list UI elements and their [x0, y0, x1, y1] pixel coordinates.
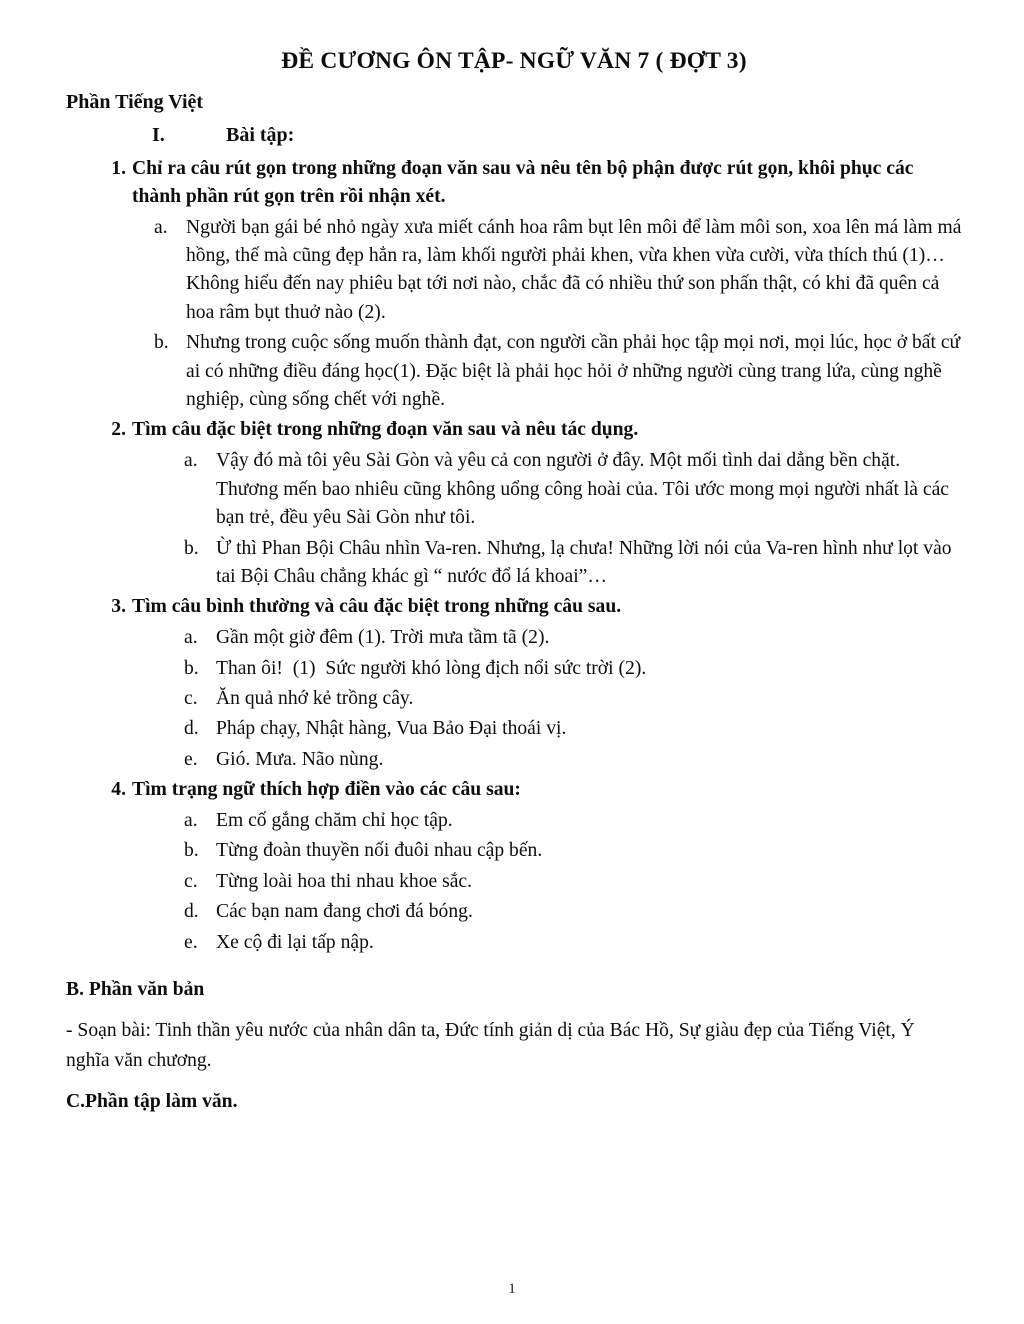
- list-marker: c.: [184, 687, 198, 709]
- list-item: [66, 929, 962, 957]
- list-marker: a.: [184, 627, 198, 649]
- list-item: [66, 837, 962, 865]
- list-marker: 1.: [111, 158, 126, 179]
- list-item-text: Tìm trạng ngữ thích hợp điền vào các câu sau:: [132, 779, 521, 801]
- list-item: [66, 776, 962, 804]
- list-marker: b.: [154, 332, 169, 354]
- list-item-text: Pháp chạy, Nhật hàng, Vua Bảo Đại thoái vị.: [216, 718, 567, 740]
- list-marker: b.: [184, 840, 199, 862]
- list-item: [66, 593, 962, 621]
- list-marker: e.: [184, 748, 198, 770]
- list-marker: 3.: [111, 596, 126, 618]
- page-number: 1: [508, 1281, 516, 1297]
- list-marker: b.: [184, 537, 199, 559]
- list-marker: b.: [184, 657, 199, 679]
- list-item-text: Người bạn gái bé nhỏ ngày xưa miết cánh hoa râm bụt lên môi để làm môi son, xoa lên má làm má hồng, thế mà cũng đẹp hẳn ra, làm khối người phải khen, vừa khen vừa cười, vừa thích thú (1)…Không hiểu đến nay phiêu bạt tới nơi nào, chắc đã có nhiều thứ son phấn thật, có khi đã quên cả hoa râm bụt thuở nào (2).: [186, 216, 962, 323]
- list-item: [66, 868, 962, 896]
- list-item-text: Từng đoàn thuyền nối đuôi nhau cập bến.: [216, 840, 543, 862]
- list-item-text: Than ôi! (1) Sức người khó lòng địch nổi sức trời (2).: [216, 657, 647, 679]
- list-item: [66, 416, 962, 444]
- list-item: [66, 329, 962, 414]
- roman-heading-bai-tap: [66, 124, 962, 147]
- section-heading-tieng-viet: Phần Tiếng Việt: [66, 91, 204, 113]
- list-marker: 2.: [111, 419, 126, 441]
- list-item: [66, 214, 962, 328]
- section-body-van-ban: - Soạn bài: Tinh thần yêu nước của nhân dân ta, Đức tính giản dị của Bác Hồ, Sự giàu đẹp của Tiếng Việt, Ý nghĩa văn chương.: [66, 1020, 915, 1071]
- list-item: [66, 746, 962, 774]
- list-item-text: Chỉ ra câu rút gọn trong những đoạn văn sau và nêu tên bộ phận được rút gọn, khôi phục các thành phần rút gọn trên rồi nhận xét.: [132, 158, 914, 207]
- list-marker: a.: [184, 450, 198, 472]
- list-item-text: Ăn quả nhớ kẻ trồng cây.: [216, 687, 414, 709]
- list-marker: a.: [154, 216, 168, 238]
- list-item-text: Gần một giờ đêm (1). Trời mưa tầm tã (2).: [216, 627, 550, 649]
- list-marker: d.: [184, 901, 199, 923]
- roman-numeral: I.: [152, 124, 165, 146]
- list-item: [66, 624, 962, 652]
- page-title: ĐỀ CƯƠNG ÔN TẬP- NGỮ VĂN 7 ( ĐỢT 3): [281, 48, 747, 74]
- list-item-text: Gió. Mưa. Não nùng.: [216, 748, 384, 770]
- list-item-text: Tìm câu đặc biệt trong những đoạn văn sau và nêu tác dụng.: [132, 419, 639, 441]
- list-item: [66, 898, 962, 926]
- list-item-text: Nhưng trong cuộc sống muốn thành đạt, con người cần phải học tập mọi nơi, mọi lúc, học ở bất cứ ai có những điều đáng học(1). Đặc biệt là phải học hỏi ở những người cùng trang lứa, cùng nghề nghiệp, cùng sống chết với nghề.: [186, 332, 961, 411]
- list-marker: d.: [184, 718, 199, 740]
- list-item-text: Em cố gắng chăm chỉ học tập.: [216, 809, 453, 831]
- list-item: [66, 535, 962, 592]
- list-marker: 4.: [111, 779, 126, 801]
- list-marker: c.: [184, 870, 198, 892]
- list-item-text: Vậy đó mà tôi yêu Sài Gòn và yêu cả con người ở đây. Một mối tình dai dẳng bền chặt. Thương mến bao nhiêu cũng không uổng công hoài của. Tôi ước mong mọi người nhất là các bạn trẻ, đều yêu Sài Gòn như tôi.: [216, 450, 949, 529]
- list-item-text: Từng loài hoa thi nhau khoe sắc.: [216, 870, 473, 892]
- list-marker: e.: [184, 931, 198, 953]
- list-item: [66, 685, 962, 713]
- section-van-ban: [66, 975, 962, 1117]
- list-item: [66, 655, 962, 683]
- list-item: [66, 715, 962, 743]
- section-heading-van-ban: B. Phần văn bản: [66, 979, 205, 1000]
- list-item: [66, 155, 962, 211]
- list-item-text: Các bạn nam đang chơi đá bóng.: [216, 901, 473, 923]
- list-item-text: Ừ thì Phan Bội Châu nhìn Va-ren. Nhưng, lạ chưa! Những lời nói của Va-ren hình như lọt vào tai Bội Châu chẳng khác gì “ nước đổ lá khoai”…: [216, 537, 952, 587]
- list-marker: a.: [184, 809, 198, 831]
- list-item-text: Xe cộ đi lại tấp nập.: [216, 931, 374, 953]
- section-heading-tap-lam-van: C.Phần tập làm văn.: [66, 1091, 238, 1113]
- list-item: [66, 807, 962, 835]
- list-item-text: Tìm câu bình thường và câu đặc biệt trong những câu sau.: [132, 596, 622, 618]
- list-item: [66, 447, 962, 532]
- roman-heading-label: Bài tập:: [226, 124, 295, 146]
